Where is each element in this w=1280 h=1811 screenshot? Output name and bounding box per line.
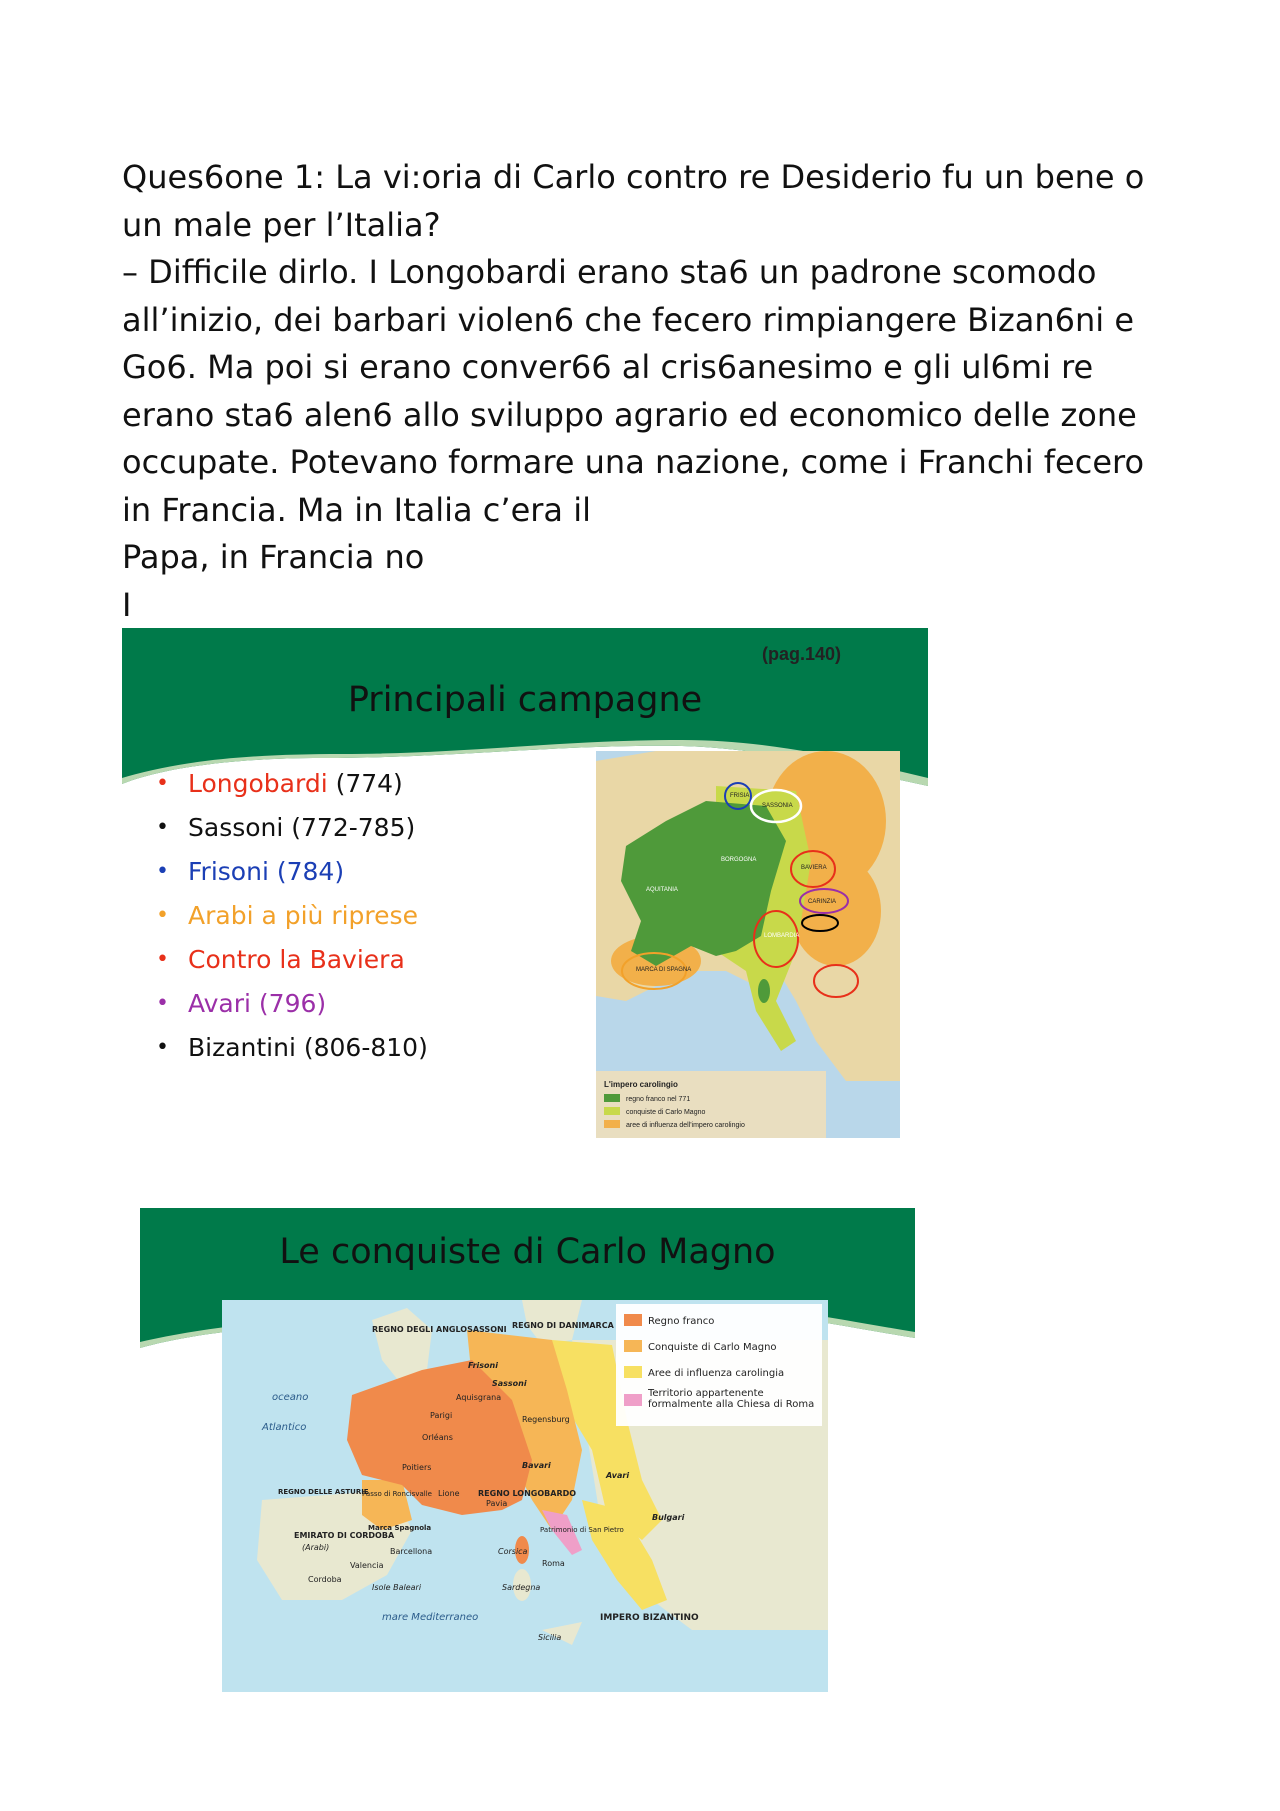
- svg-text:SASSONIA: SASSONIA: [762, 803, 793, 809]
- slide2-title: Le conquiste di Carlo Magno: [279, 1232, 776, 1272]
- svg-text:mare Mediterraneo: mare Mediterraneo: [382, 1612, 479, 1623]
- svg-text:Avari: Avari: [606, 1471, 630, 1480]
- svg-text:IMPERO BIZANTINO: IMPERO BIZANTINO: [600, 1613, 699, 1623]
- text-line-papa: Papa, in Francia no: [122, 538, 425, 576]
- svg-text:EMIRATO DI CORDOBA: EMIRATO DI CORDOBA: [294, 1531, 395, 1540]
- svg-text:REGNO DEGLI ANGLOSASSONI: REGNO DEGLI ANGLOSASSONI: [372, 1325, 507, 1334]
- svg-text:Aquisgrana: Aquisgrana: [456, 1393, 502, 1402]
- campaign-item: • Contro la Baviera: [156, 945, 405, 974]
- svg-text:Aree di influenza carolingia: Aree di influenza carolingia: [648, 1368, 785, 1379]
- svg-text:conquiste di Carlo Magno: conquiste di Carlo Magno: [626, 1109, 706, 1116]
- svg-text:Conquiste di Carlo Magno: Conquiste di Carlo Magno: [648, 1342, 777, 1353]
- svg-text:Regensburg: Regensburg: [522, 1415, 570, 1424]
- campaign-item: • Frisoni (784): [156, 857, 345, 886]
- campaign-item: • Sassoni (772-785): [156, 813, 416, 842]
- svg-text:Sassoni: Sassoni: [492, 1379, 527, 1388]
- campaign-item: • Arabi a più riprese: [156, 901, 418, 930]
- svg-text:aree di influenza dell'impero: aree di influenza dell'impero carolingio: [626, 1122, 745, 1129]
- svg-text:Atlantico: Atlantico: [262, 1422, 307, 1433]
- svg-text:Frisoni: Frisoni: [468, 1361, 498, 1370]
- svg-text:FRISIA: FRISIA: [730, 793, 750, 799]
- campaign-item: • Avari (796): [156, 989, 327, 1018]
- svg-text:Bulgari: Bulgari: [652, 1513, 685, 1522]
- svg-text:AQUITANIA: AQUITANIA: [646, 887, 678, 893]
- svg-text:Valencia: Valencia: [350, 1561, 384, 1570]
- page-reference: (pag.140): [762, 644, 842, 664]
- campaign-list: [152, 766, 428, 1074]
- svg-text:Sardegna: Sardegna: [502, 1583, 541, 1592]
- svg-text:Corsica: Corsica: [498, 1547, 528, 1556]
- svg-text:REGNO DELLE ASTURIE: REGNO DELLE ASTURIE: [278, 1488, 369, 1496]
- carolingian-empire-map: [596, 751, 900, 1138]
- svg-text:regno franco nel 771: regno franco nel 771: [626, 1096, 691, 1103]
- svg-text:BAVIERA: BAVIERA: [801, 865, 827, 871]
- svg-text:Barcellona: Barcellona: [390, 1547, 433, 1556]
- svg-text:Isole Baleari: Isole Baleari: [372, 1583, 422, 1592]
- svg-text:Sicilia: Sicilia: [538, 1633, 562, 1642]
- svg-text:BORGOGNA: BORGOGNA: [721, 857, 757, 863]
- svg-text:REGNO DI DANIMARCA: REGNO DI DANIMARCA: [512, 1321, 614, 1330]
- campaign-item: • Bizantini (806-810): [156, 1033, 428, 1062]
- svg-text:Pavia: Pavia: [486, 1499, 508, 1508]
- svg-text:CARINZIA: CARINZIA: [808, 899, 837, 905]
- text-line-cursor: I: [122, 585, 132, 624]
- svg-text:(Arabi): (Arabi): [302, 1543, 330, 1552]
- svg-text:Orléans: Orléans: [422, 1433, 453, 1442]
- svg-text:Parigi: Parigi: [430, 1411, 453, 1420]
- slide-principali-campagne: [122, 628, 928, 1138]
- document-text: [122, 154, 1162, 629]
- slide-conquiste-carlo-magno: [140, 1208, 915, 1698]
- svg-text:REGNO LONGOBARDO: REGNO LONGOBARDO: [478, 1489, 577, 1498]
- svg-text:oceano: oceano: [272, 1392, 309, 1403]
- svg-text:Lione: Lione: [438, 1489, 460, 1498]
- svg-text:Cordoba: Cordoba: [308, 1575, 342, 1584]
- charlemagne-conquests-map: Regno franco Conquiste di Carlo Magno Aree di influenza carolingia Territorio appartenente formalmente alla Chiesa di Roma REGNO DEGLI ANGLOSASSONI REGNO DI DANIMARCA oceano Atlantico Frisoni Sassoni Aquisgrana Parigi Orléans Regensburg Poitiers Bavari Avari REGNO DELLE ASTURIE Passo di Roncisvalle Lione REGNO LONGOBARDO Pavia Bulgari Marca Spagnola Patrimonio di San Pietro EMIRATO DI CORDOBA (Arabi) Barcellona Corsica Valencia Roma Cordoba Isole Baleari Sardegna mare Mediterraneo IMPERO BIZANTINO Sicilia: [222, 1300, 828, 1692]
- slide1-title: Principali campagne: [347, 680, 703, 720]
- svg-text:LOMBARDIA: LOMBARDIA: [764, 933, 800, 939]
- svg-text:Passo di Roncisvalle: Passo di Roncisvalle: [362, 1490, 432, 1498]
- text-line-question: Ques6one 1: La vi:oria di Carlo contro re Desiderio fu un bene o un male per l’Italia?: [122, 158, 1145, 244]
- svg-text:Regno franco: Regno franco: [648, 1316, 715, 1327]
- svg-text:Roma: Roma: [542, 1559, 565, 1568]
- campaign-item: • Longobardi (774): [156, 769, 403, 798]
- svg-text:MARCA DI SPAGNA: MARCA DI SPAGNA: [636, 967, 692, 973]
- svg-text:L'impero carolingio: L'impero carolingio: [604, 1080, 678, 1089]
- svg-text:Poitiers: Poitiers: [402, 1463, 432, 1472]
- svg-text:Bavari: Bavari: [522, 1461, 551, 1470]
- svg-text:Patrimonio di San Pietro: Patrimonio di San Pietro: [540, 1526, 624, 1534]
- text-line-answer: – Difficile dirlo. I Longobardi erano sta6 un padrone scomodo all’inizio, dei barbari violen6 che fecero rimpiangere Bizan6ni e Go6. Ma poi si erano conver66 al cris6anesimo e gli ul6mi re erano sta6 alen6 allo sviluppo agrario ed economico delle zone occupate. Potevano formare una nazione, come i Franchi fecero in Francia. Ma in Italia c’era il: [122, 253, 1145, 529]
- svg-text:Marca Spagnola: Marca Spagnola: [368, 1524, 432, 1532]
